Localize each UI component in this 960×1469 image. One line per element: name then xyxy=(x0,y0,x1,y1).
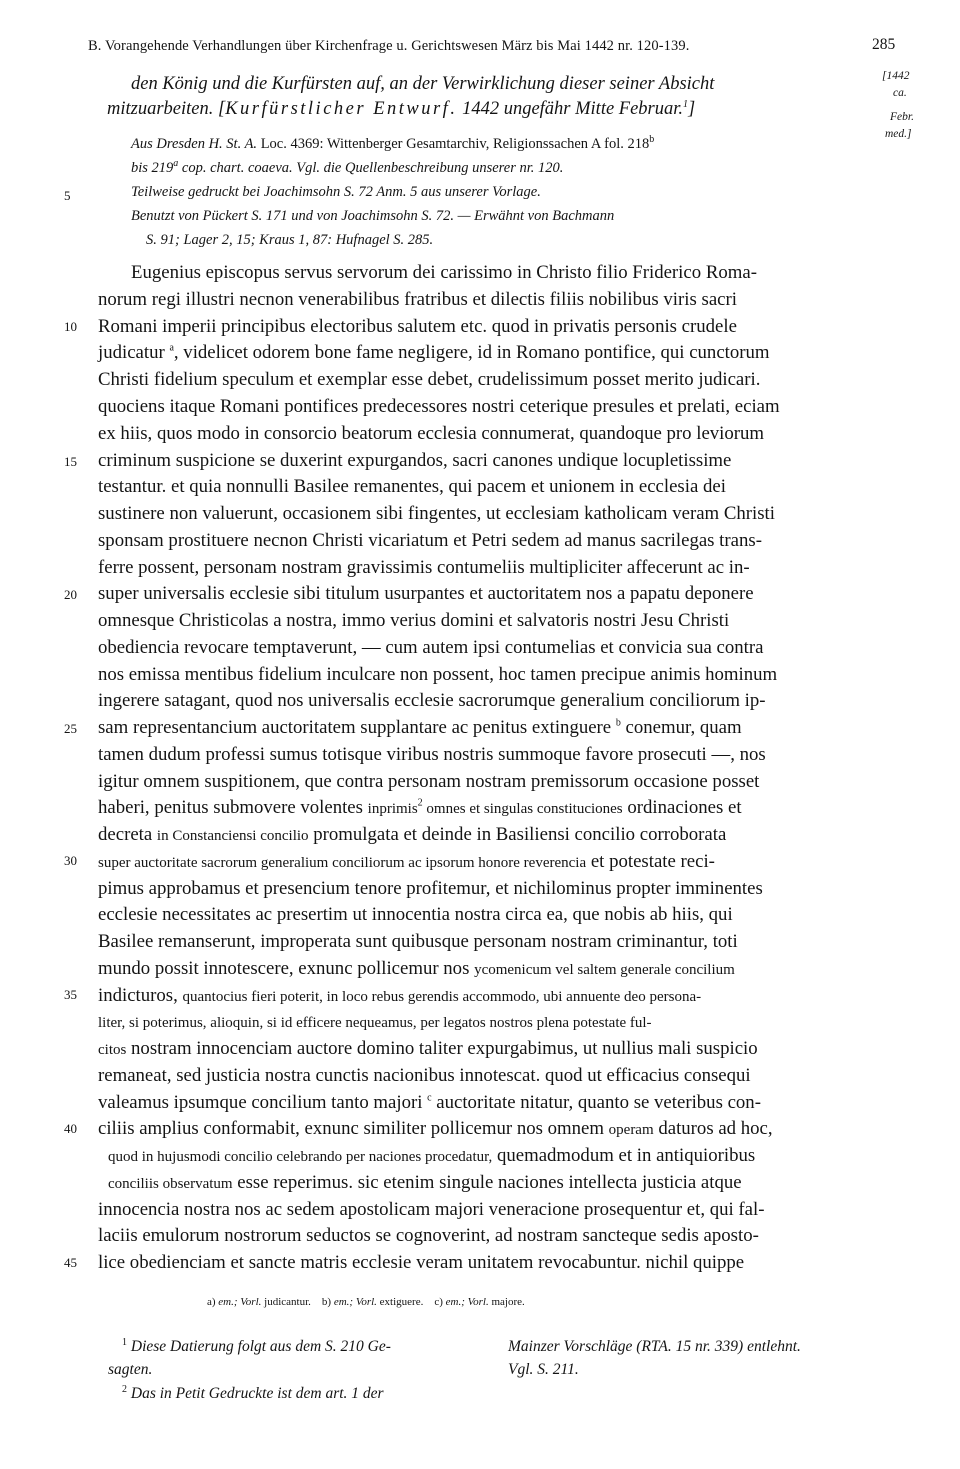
body-line: Eugenius episcopus servus servorum dei carissimo in Christo filio Friderico Roma- xyxy=(131,262,757,283)
footnote-text: Diese Datierung folgt aus dem S. 210 Ge- xyxy=(130,1338,391,1355)
page-number: 285 xyxy=(872,36,896,53)
body-line: sustinere non valuerunt, occasionem sibi fingentes, ut ecclesiam katholicam veram Christi xyxy=(98,503,775,524)
line-number: 40 xyxy=(64,1121,77,1136)
body-line xyxy=(98,1118,773,1140)
body-text: daturos ad hoc, xyxy=(653,1118,773,1139)
footnote-1 xyxy=(122,1338,391,1356)
body-line: igitur omnem suspitionem, que contra personam nostram premissorum occasione posset xyxy=(98,771,760,792)
body-text: indicturos, xyxy=(98,985,183,1006)
footnote-right-column-1: Mainzer Vorschläge (RTA. 15 nr. 339) entlehnt. xyxy=(508,1338,801,1355)
line-number: 30 xyxy=(64,853,77,868)
body-text: sam representancium auctoritatem supplantare ac penitus extinguere xyxy=(98,717,616,738)
body-line: super universalis ecclesie sibi titulum usurpantes et auctoritatem nos a papatu deponere xyxy=(98,583,754,604)
body-text: haberi, penitus submovere volentes xyxy=(98,797,368,818)
body-line xyxy=(98,1038,758,1060)
petit-text: ycomenicum vel saltem generale concilium xyxy=(474,962,735,978)
apparatus-label: c) xyxy=(434,1296,443,1308)
body-text: decreta xyxy=(98,824,157,845)
footnote-ref-1: 1 xyxy=(683,98,689,110)
body-line: nos emissa mentibus fidelium inculcare non possent, hoc tamen precipue animis hominum xyxy=(98,664,778,685)
petit-text: omnes et singulas constituciones xyxy=(422,801,623,817)
body-line xyxy=(98,824,726,846)
source-line-2 xyxy=(131,160,563,177)
body-text: valeamus ipsumque concilium tanto majori xyxy=(98,1092,428,1113)
source-archive: Aus Dresden H. St. A. xyxy=(131,136,261,152)
body-line: Romani imperii principibus electoribus salutem etc. quod in privatis personis crudele xyxy=(98,316,737,337)
body-line xyxy=(98,985,701,1007)
apparatus-label: a) xyxy=(207,1296,216,1308)
body-text: nostram innocenciam auctore domino taliter expurgabimus, ut nullius mali suspicio xyxy=(126,1038,758,1059)
footnote-number: 1 xyxy=(122,1336,127,1348)
apparatus-text: extiguere. xyxy=(379,1296,424,1308)
body-line: norum regi illustri necnon venerabilibus fratribus et dilectis filiis nobilibus viris sacri xyxy=(98,289,737,310)
body-text: , videlicet odorem bone fame negligere, id in Romano pontifice, qui cunctorum xyxy=(173,342,770,363)
petit-text: quod in hujusmodi concilio celebrando per naciones procedatur, xyxy=(108,1149,493,1165)
body-line xyxy=(98,342,770,364)
body-line xyxy=(108,1172,742,1194)
line-number: 5 xyxy=(64,188,71,203)
body-line: ecclesie necessitates ac presertim ut innocentia nostra circa ea, que nobis ab hiis, qui xyxy=(98,904,733,925)
source-sup-b: b xyxy=(649,134,655,146)
intro-line-1: den König und die Kurfürsten auf, an der Verwirklichung dieser seiner Absicht xyxy=(131,74,715,94)
footnote-ref-2: 2 xyxy=(417,797,423,809)
body-line xyxy=(98,797,742,819)
body-line xyxy=(98,717,742,739)
petit-text: inprimis xyxy=(367,801,418,817)
apparatus-ref-a: a xyxy=(169,342,174,354)
body-line: tamen dudum professi sumus totisque viribus nostris summoque favore prosecuti —, nos xyxy=(98,744,766,765)
apparatus-text: judicantur. xyxy=(264,1296,311,1308)
body-line: quociens itaque Romani pontifices predecessores nostri ceterique presules et prelati, eciam xyxy=(98,396,780,417)
body-line: criminum suspicione se duxerint expurgandos, sacri canones undique locupletissime xyxy=(98,450,732,471)
line-number: 35 xyxy=(64,987,77,1002)
body-line: laciis emulorum nostrorum seductos se cognoverint, ad nostram sancteque sedis aposto- xyxy=(98,1225,759,1246)
line-number: 15 xyxy=(64,454,77,469)
body-line: Basilee remanserunt, improperata sunt quibusque personam nostram criminantur, toti xyxy=(98,931,738,952)
petit-text: operam xyxy=(608,1122,654,1138)
line-number: 25 xyxy=(64,721,77,736)
body-line xyxy=(98,1092,761,1114)
body-line: ex hiis, quos modo in consorcio beatorum ecclesia connumerat, quandoque pro leviorum xyxy=(98,423,765,444)
body-text: judicatur xyxy=(98,342,170,363)
intro-heading: Kurfürstlicher Entwurf. xyxy=(225,99,458,119)
footnote-right-column-2: Vgl. S. 211. xyxy=(508,1361,579,1378)
body-text: conemur, quam xyxy=(620,717,742,738)
body-line: Christi fidelium speculum et exemplar esse debet, crudelissimum posset merito judicari. xyxy=(98,369,761,390)
body-text: ordinaciones et xyxy=(622,797,742,818)
body-text: mundo possit innotescere, exnunc pollicemur nos xyxy=(98,958,475,979)
margin-date-1: [1442 xyxy=(882,70,910,82)
body-line xyxy=(98,1011,652,1033)
body-line: innocencia nostra nos ac sedem apostolicam majori veneracione prosequentur et, qui fal- xyxy=(98,1199,765,1220)
petit-text: in Constanciensi concilio xyxy=(156,828,309,844)
source-line-2-b: cop. chart. coaeva. Vgl. die Quellenbeschreibung unserer nr. 120. xyxy=(178,160,564,176)
intro-line-2 xyxy=(107,99,695,120)
source-signature: Loc. 4369: Wittenberger Gesamtarchiv, Religionssachen A fol. 218 xyxy=(260,136,650,152)
apparatus-ref-c: c xyxy=(427,1092,432,1104)
apparatus-text: majore. xyxy=(491,1296,525,1308)
body-line: lice obedienciam et sancte matris ecclesie veram unitatem revocabuntur. nichil quippe xyxy=(98,1252,745,1273)
running-head: B. Vorangehende Verhandlungen über Kirchenfrage u. Gerichtswesen März bis Mai 1442 nr. 120-139. xyxy=(88,38,690,54)
body-line: ferre possent, personam nostram gravissimis contumeliis multipliciter affecerunt ac in- xyxy=(98,557,750,578)
line-number: 10 xyxy=(64,319,77,334)
line-number: 20 xyxy=(64,587,77,602)
apparatus-ref-b: b xyxy=(615,717,621,729)
source-line-2-a: bis 219 xyxy=(131,160,174,176)
apparatus-label: b) xyxy=(321,1296,332,1308)
body-text: auctoritate nitatur, quanto se veteribus con- xyxy=(431,1092,761,1113)
margin-date-2: ca. xyxy=(893,87,907,99)
body-line: remaneat, sed justicia nostra cunctis nacionibus innotescat. quod ut efficacius consequi xyxy=(98,1065,751,1086)
margin-date-4: med.] xyxy=(885,128,912,140)
apparatus-vorl: Vorl. xyxy=(240,1296,262,1308)
petit-text: conciliis observatum xyxy=(108,1176,233,1192)
body-text: ciliis amplius conformabit, exnunc similiter pollicemur nos omnem xyxy=(98,1118,609,1139)
body-line: ingerere satagant, quod nos universalis ecclesie sacrorumque generalium conciliorum ip- xyxy=(98,690,766,711)
body-text: et potestate reci- xyxy=(586,851,715,872)
source-sup-a: a xyxy=(173,158,179,170)
body-line: sponsam prostituere necnon Christi vicariatum et Petri sedem ad manus sacrilegas trans- xyxy=(98,530,762,551)
source-line-3: Teilweise gedruckt bei Joachimsohn S. 72 Anm. 5 aus unserer Vorlage. xyxy=(131,184,541,200)
body-text: promulgata et deinde in Basiliensi concilio corroborata xyxy=(308,824,727,845)
body-text: esse reperimus. sic etenim singule naciones intellecta justicia atque xyxy=(232,1172,742,1193)
footnote-number: 2 xyxy=(122,1383,127,1395)
body-line xyxy=(108,1145,755,1167)
footnote-text: Das in Petit Gedruckte ist dem art. 1 der xyxy=(130,1385,384,1402)
footnote-2 xyxy=(122,1385,384,1403)
body-line: pimus approbamus et presencium tenore profitemur, et nichilominus propter imminentes xyxy=(98,878,763,899)
petit-text: quantocius fieri poterit, in loco rebus gerendis accommodo, ubi annuente deo persona- xyxy=(182,989,702,1005)
petit-text: liter, si poterimus, alioquin, si id efficere nequeamus, per legatos nostros plena potestate ful- xyxy=(98,1015,652,1031)
apparatus-em: em.; xyxy=(218,1296,238,1308)
petit-text: super auctoritate sacrorum generalium conciliorum ac ipsorum honore reverencia xyxy=(98,855,587,871)
body-line xyxy=(98,851,715,873)
margin-date-3: Febr. xyxy=(890,111,914,123)
intro-line-2-c: 1442 ungefähr Mitte Februar. xyxy=(457,99,684,119)
footnote-1-continued: sagten. xyxy=(108,1361,153,1378)
source-line-1 xyxy=(131,136,654,153)
petit-text: citos xyxy=(98,1042,127,1058)
source-line-4: Benutzt von Pückert S. 171 und von Joachimsohn S. 72. — Erwähnt von Bachmann xyxy=(131,208,615,224)
intro-line-2-a: mitzuarbeiten. [ xyxy=(107,99,226,119)
line-number: 45 xyxy=(64,1255,77,1270)
apparatus-em: em.; xyxy=(445,1296,465,1308)
critical-apparatus xyxy=(207,1296,525,1308)
body-line xyxy=(98,958,735,980)
apparatus-vorl: Vorl. xyxy=(355,1296,377,1308)
body-text: quemadmodum et in antiquioribus xyxy=(492,1145,756,1166)
body-line: omnesque Christicolas a nostra, immo verius domini et salvatoris nostri Jesu Christi xyxy=(98,610,730,631)
intro-line-2-d: ] xyxy=(688,99,696,119)
body-line: testantur. et quia nonnulli Basilee remanentes, qui pacem et unionem in ecclesia dei xyxy=(98,476,726,497)
apparatus-em: em.; xyxy=(333,1296,354,1308)
body-line: obediencia revocare temptaverunt, — cum autem ipsi contumelias et convicia sua contra xyxy=(98,637,764,658)
source-line-5: S. 91; Lager 2, 15; Kraus 1, 87: Hufnagel S. 285. xyxy=(146,232,434,248)
apparatus-vorl: Vorl. xyxy=(467,1296,489,1308)
